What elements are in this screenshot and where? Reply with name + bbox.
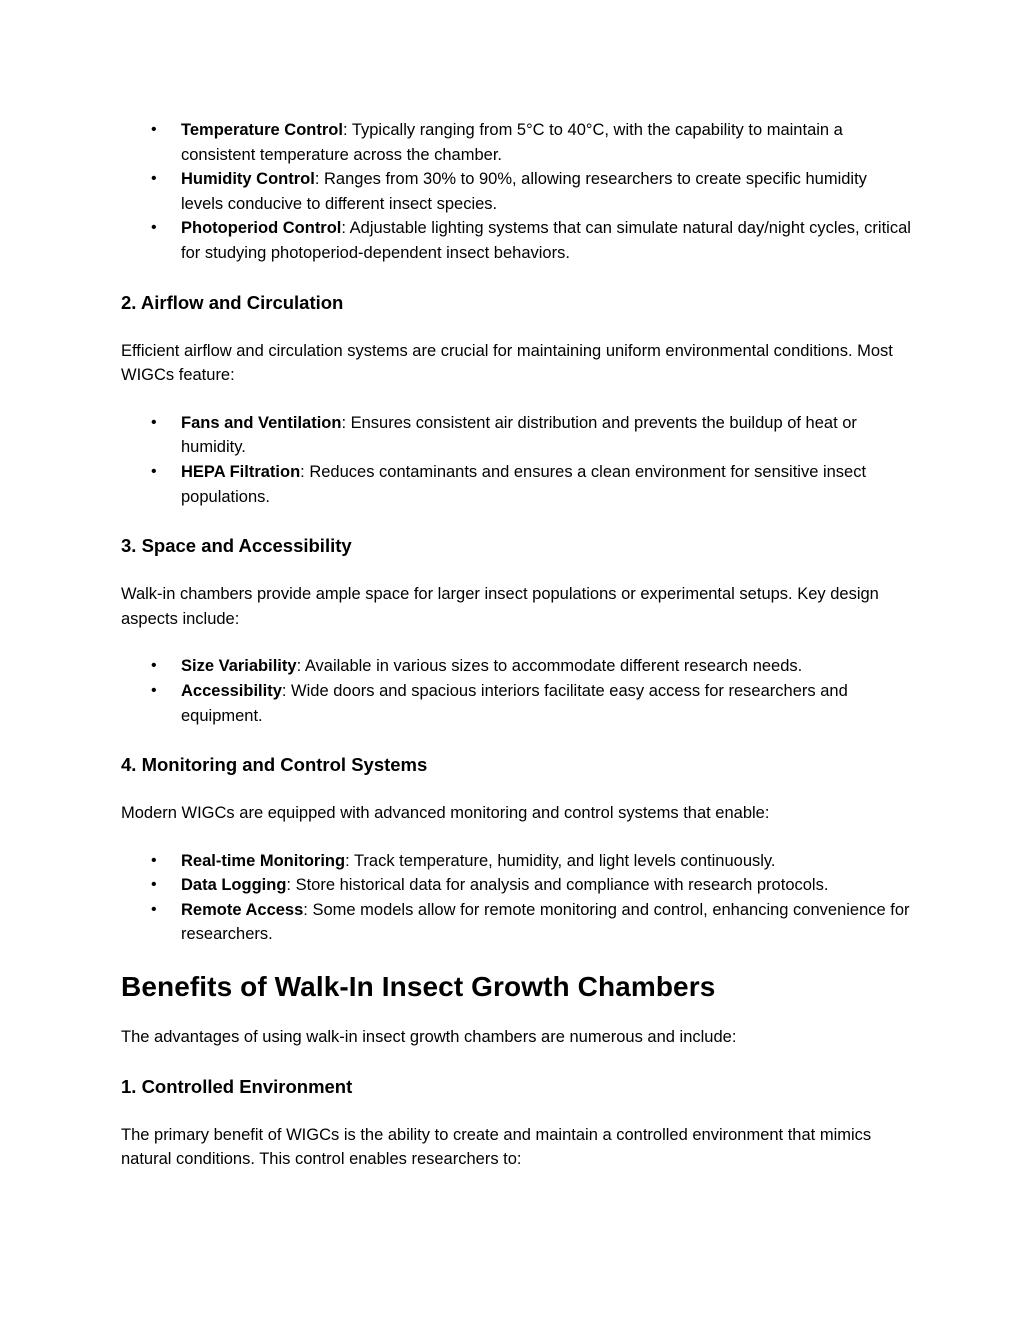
list-item bbox=[121, 679, 911, 728]
bullet-text: : Wide doors and spacious interiors facilitate easy access for researchers and equipment. bbox=[181, 681, 848, 725]
list-item bbox=[121, 849, 911, 874]
list-item bbox=[121, 654, 911, 679]
section-heading: 3. Space and Accessibility bbox=[121, 535, 352, 557]
bullet-term: Fans and Ventilation bbox=[181, 413, 342, 432]
list-item bbox=[121, 167, 911, 216]
list-item bbox=[121, 216, 911, 265]
bullet-text: : Store historical data for analysis and compliance with research protocols. bbox=[286, 876, 829, 895]
bullet-text: : Reduces contaminants and ensures a clean environment for sensitive insect populations. bbox=[181, 462, 867, 506]
bullet-term: Real-time Monitoring bbox=[181, 851, 346, 870]
section-paragraph: Walk-in chambers provide ample space for larger insect populations or experimental setups. Key design aspects include: bbox=[121, 585, 879, 628]
bullet-text: : Available in various sizes to accommodate different research needs. bbox=[296, 657, 803, 676]
bullet-term: Data Logging bbox=[181, 876, 287, 895]
bullet-term: Size Variability bbox=[181, 657, 297, 676]
monitoring-bullet-list bbox=[121, 849, 911, 947]
main-heading: Benefits of Walk-In Insect Growth Chambers bbox=[121, 971, 716, 1003]
section-heading: 1. Controlled Environment bbox=[121, 1075, 353, 1097]
list-item bbox=[121, 460, 911, 509]
document-page bbox=[121, 118, 911, 1172]
section-heading: 4. Monitoring and Control Systems bbox=[121, 754, 428, 776]
bullet-text: : Ranges from 30% to 90%, allowing researchers to create specific humidity levels conducive to different insect species. bbox=[181, 170, 867, 213]
bullet-term: Temperature Control bbox=[181, 121, 343, 139]
section-heading: 2. Airflow and Circulation bbox=[121, 291, 344, 313]
section-paragraph: The advantages of using walk-in insect growth chambers are numerous and include: bbox=[121, 1028, 737, 1047]
list-item bbox=[121, 118, 911, 167]
section-paragraph: The primary benefit of WIGCs is the ability to create and maintain a controlled environment that mimics natural conditions. This control enables researchers to: bbox=[121, 1125, 872, 1169]
intro-bullet-list bbox=[121, 118, 911, 266]
bullet-term: Accessibility bbox=[181, 681, 282, 700]
bullet-text: : Typically ranging from 5°C to 40°C, with the capability to maintain a consistent temperature across the chamber. bbox=[181, 121, 843, 164]
bullet-text: : Some models allow for remote monitoring and control, enhancing convenience for researchers. bbox=[181, 900, 910, 944]
bullet-term: Humidity Control bbox=[181, 170, 315, 189]
bullet-term: Remote Access bbox=[181, 900, 304, 919]
bullet-term: Photoperiod Control bbox=[181, 219, 342, 238]
bullet-text: : Track temperature, humidity, and light levels continuously. bbox=[345, 851, 776, 870]
bullet-text: : Adjustable lighting systems that can simulate natural day/night cycles, critical for studying photoperiod-dependent insect behaviors. bbox=[181, 219, 911, 262]
section-paragraph: Modern WIGCs are equipped with advanced monitoring and control systems that enable: bbox=[121, 804, 770, 823]
list-item bbox=[121, 898, 911, 947]
bullet-text: : Ensures consistent air distribution and prevents the buildup of heat or humidity. bbox=[181, 413, 857, 457]
space-bullet-list bbox=[121, 654, 911, 728]
list-item bbox=[121, 873, 911, 898]
bullet-term: HEPA Filtration bbox=[181, 462, 301, 481]
list-item bbox=[121, 411, 911, 460]
airflow-bullet-list bbox=[121, 411, 911, 509]
section-paragraph: Efficient airflow and circulation systems are crucial for maintaining uniform environmental conditions. Most WIGCs feature: bbox=[121, 341, 893, 385]
